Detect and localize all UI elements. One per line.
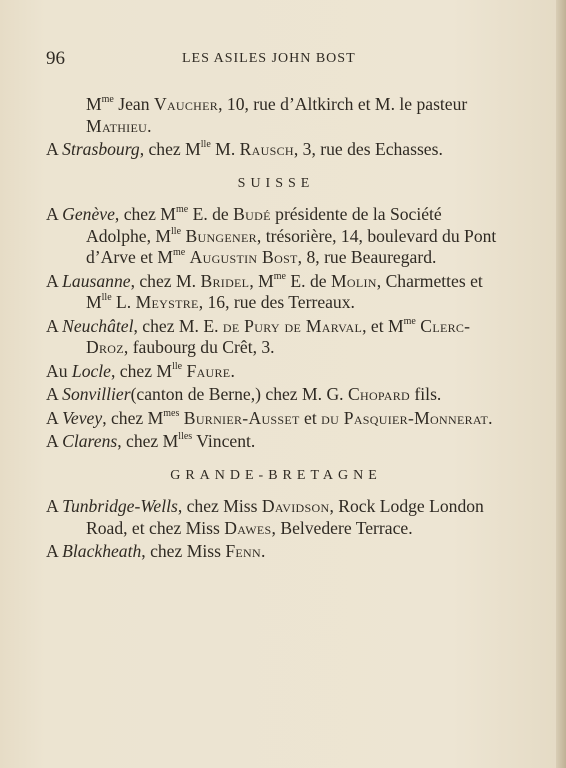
- title-abbrev: lle: [200, 139, 211, 151]
- person-name: Meystre: [135, 292, 199, 312]
- page-gutter-shadow: [556, 0, 566, 768]
- title-abbrev: me: [273, 270, 286, 282]
- address-entry: [46, 496, 506, 539]
- place-name: Neuchâtel: [62, 315, 134, 336]
- person-name: Augustin Bost: [189, 247, 298, 267]
- place-name: Blackheath: [62, 541, 142, 561]
- entry-text: A: [46, 384, 63, 404]
- entry-text: .: [230, 360, 235, 381]
- address-entry: [46, 361, 506, 383]
- entry-text: .: [260, 541, 266, 561]
- entry-text: , chez Miss: [141, 541, 226, 561]
- person-name: Fenn: [225, 541, 261, 561]
- entry-text: , chez M. E.: [133, 315, 223, 336]
- entry-text: présidente de la Société Adolphe, M: [86, 204, 442, 246]
- place-name: Genève: [62, 204, 115, 224]
- title-abbrev: lle: [172, 360, 183, 372]
- entry-text: A: [46, 431, 63, 451]
- address-entry: [46, 204, 506, 269]
- person-name: Clerc-Droz: [86, 315, 471, 357]
- entry-text: , 3, rue des Echasses.: [293, 139, 443, 159]
- entry-text: A: [46, 204, 63, 224]
- entry-text: Au: [46, 360, 72, 381]
- entry-text: , faubourg du Crêt, 3.: [123, 337, 275, 357]
- entry-text: , 8, rue Beauregard.: [297, 247, 437, 267]
- page-header: [46, 48, 496, 70]
- entry-text: , chez M: [111, 360, 173, 381]
- entry-text: E. de: [188, 204, 234, 224]
- address-entry: [46, 384, 506, 406]
- entry-text: , 10, rue d’Altkirch et M. le pasteur: [218, 94, 468, 114]
- entry-text: , chez M: [102, 407, 164, 428]
- person-name: Rausch: [239, 139, 294, 159]
- person-name: Davidson: [261, 496, 330, 516]
- entry-text: Jean: [113, 94, 154, 114]
- person-name: du Pasquier-Monnerat: [321, 407, 489, 428]
- title-abbrev: me: [172, 247, 186, 259]
- person-name: Molin: [330, 270, 377, 291]
- running-title: LES ASILES JOHN BOST: [182, 51, 356, 66]
- address-entry: [46, 316, 506, 359]
- person-name: Bungener: [185, 225, 257, 246]
- entry-text: , chez Miss: [177, 496, 262, 516]
- place-name: Tunbridge-Wells: [62, 496, 178, 516]
- place-name: Clarens: [62, 431, 118, 451]
- person-name: de Pury de Marval: [222, 315, 363, 336]
- entry-text: , chez M: [117, 431, 179, 451]
- entry-text: Vincent.: [192, 431, 256, 451]
- entry-text: L.: [111, 292, 136, 312]
- entry-text: .: [488, 407, 493, 428]
- section-heading: GRANDE-BRETAGNE: [170, 467, 382, 483]
- entry-text: , chez M.: [130, 270, 201, 291]
- entry-text: , Belvedere Terrace.: [271, 517, 413, 538]
- entry-text: A: [46, 270, 63, 291]
- address-entry: [46, 94, 506, 137]
- entry-text: A: [46, 407, 63, 428]
- title-abbrev: me: [175, 204, 189, 216]
- entry-text: M.: [210, 139, 240, 159]
- title-abbrev: me: [101, 94, 114, 106]
- entry-text: , chez M: [139, 139, 201, 159]
- address-entry: [46, 271, 506, 314]
- entry-text: A: [46, 315, 63, 336]
- entry-text: .: [147, 115, 152, 136]
- entry-text: , 16, rue des Terreaux.: [198, 292, 355, 312]
- entry-text: , Rock Lodge London Road, et chez Miss: [86, 496, 484, 538]
- place-name: Sonvillier: [62, 384, 131, 404]
- entry-text: E. de: [286, 270, 331, 291]
- entry-text: A: [46, 496, 63, 516]
- place-name: Locle: [71, 360, 111, 381]
- title-abbrev: lles: [178, 431, 193, 443]
- person-name: Burnier-Ausset: [183, 407, 300, 428]
- title-abbrev: me: [403, 315, 416, 327]
- page-number: 96: [46, 48, 65, 69]
- address-entry: [46, 541, 506, 563]
- person-name: Vaucher: [153, 94, 219, 114]
- person-name: Faure: [186, 360, 231, 381]
- entry-text: et: [299, 407, 322, 428]
- place-name: Strasbourg: [62, 139, 140, 159]
- entry-text: , Charmettes et M: [86, 270, 483, 312]
- address-entry: [46, 139, 506, 161]
- place-name: Lausanne: [62, 270, 131, 291]
- title-abbrev: lle: [101, 292, 112, 304]
- address-entry: [46, 408, 506, 430]
- person-name: Chopard: [347, 384, 411, 404]
- title-abbrev: lle: [171, 225, 182, 237]
- entry-text: fils.: [410, 384, 442, 404]
- entry-text: , M: [249, 270, 274, 291]
- entry-text: , trésorière, 14, boulevard du Pont d’Arve et M: [86, 225, 497, 267]
- person-name: Budé: [233, 204, 271, 224]
- address-entry: [46, 431, 506, 453]
- place-name: Vevey: [62, 407, 103, 428]
- page-body: [46, 94, 506, 565]
- person-name: Dawes: [224, 517, 272, 538]
- section-heading: SUISSE: [237, 175, 315, 191]
- entry-text: M: [86, 94, 102, 114]
- entry-text: A: [46, 139, 63, 159]
- person-name: Mathieu: [86, 115, 148, 136]
- person-name: Bridel: [200, 270, 250, 291]
- entry-text: , chez M: [114, 204, 176, 224]
- entry-text: , et M: [362, 315, 404, 336]
- entry-text: A: [46, 541, 63, 561]
- entry-text: (canton de Berne,) chez M. G.: [130, 384, 348, 404]
- title-abbrev: mes: [163, 407, 180, 419]
